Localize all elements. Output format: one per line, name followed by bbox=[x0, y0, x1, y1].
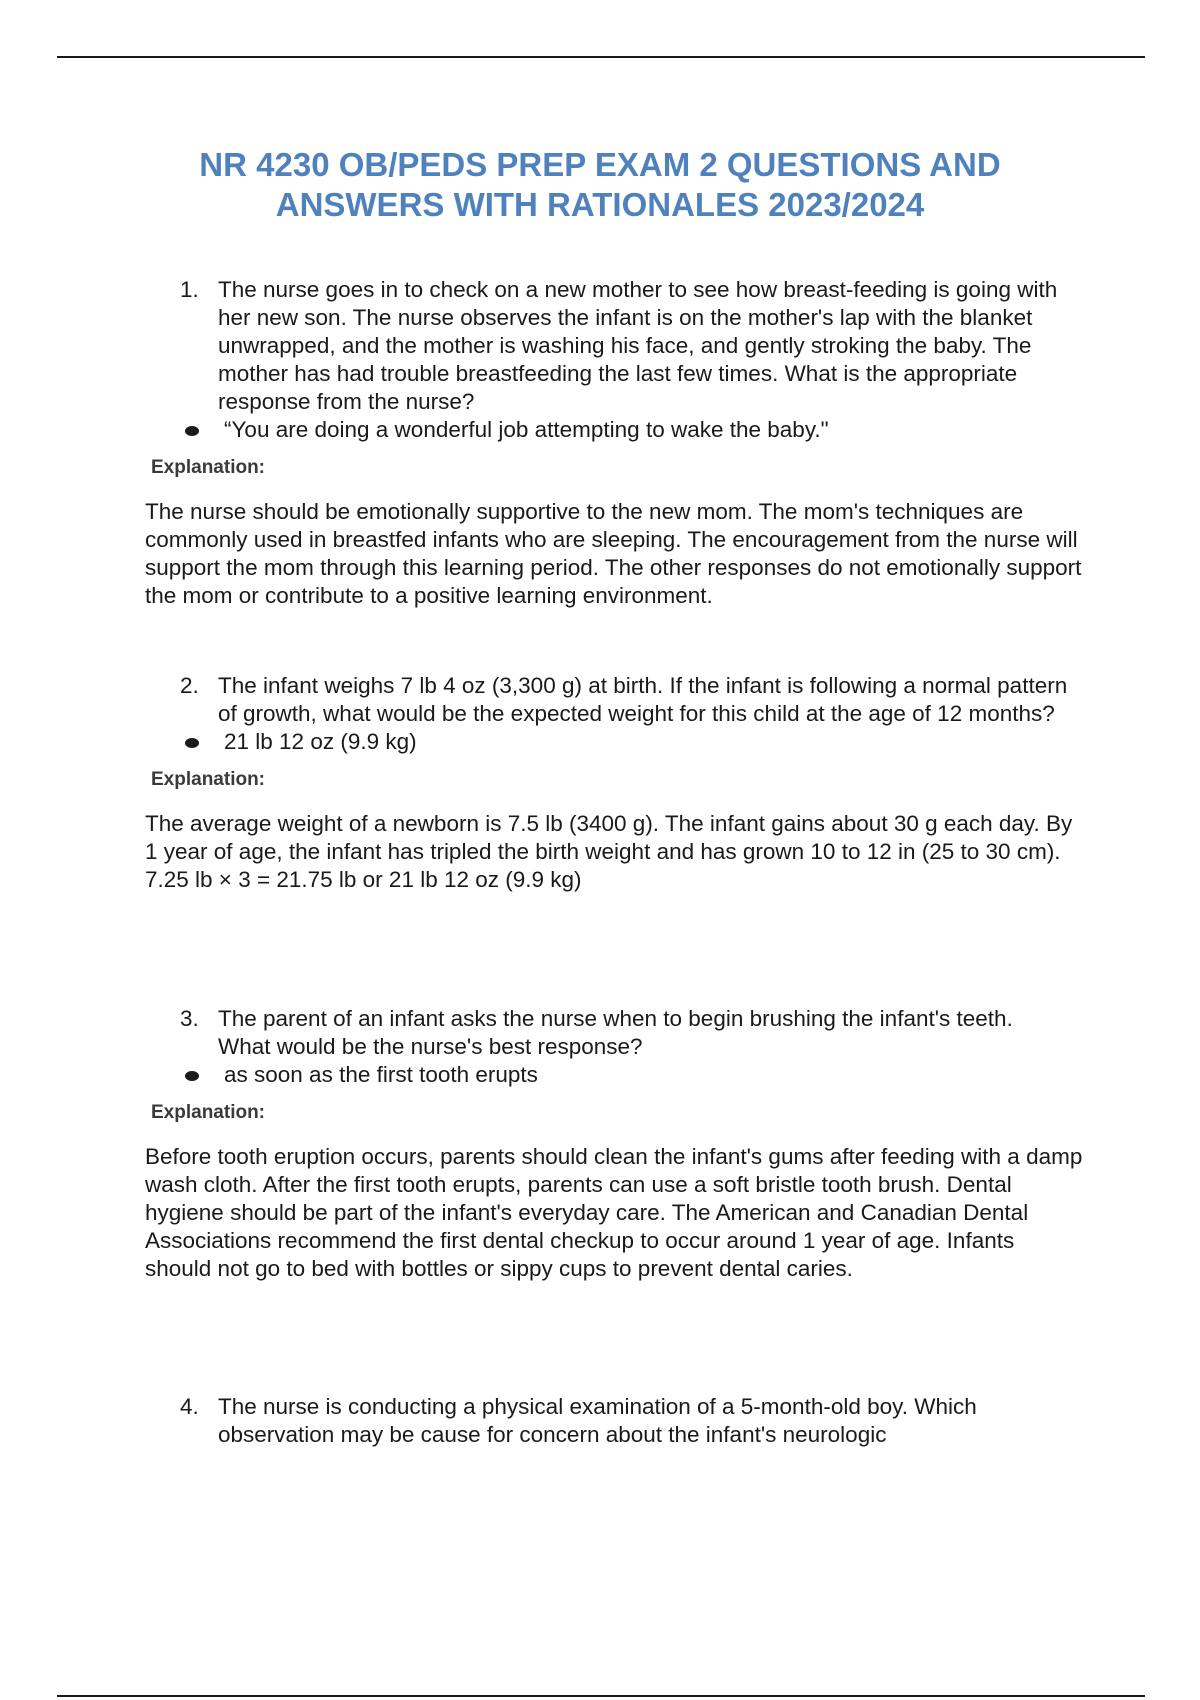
question-text: The nurse goes in to check on a new mother to see how breast-feeding is going with her new son. The nurse observes the infant is on the mother's lap with the blanket unwrapped, and the mother is washing his face, and gently stroking the baby. The mother has had trouble breastfeeding the last few times. What is the appropriate response from the nurse? bbox=[218, 277, 1058, 414]
question-block-1 bbox=[0, 276, 1200, 610]
title-line-1: NR 4230 OB/PEDS PREP EXAM 2 QUESTIONS AND bbox=[199, 146, 1001, 183]
question-number: 3. bbox=[180, 1006, 199, 1031]
bullet-icon bbox=[185, 1071, 199, 1081]
bullet-icon bbox=[185, 738, 199, 748]
answer-text: “You are doing a wonderful job attempting to wake the baby." bbox=[224, 417, 829, 442]
question-number: 4. bbox=[180, 1394, 199, 1419]
question-block-3 bbox=[0, 1005, 1200, 1283]
explanation-label: Explanation: bbox=[151, 457, 266, 478]
explanation-text: The average weight of a newborn is 7.5 lb (3400 g). The infant gains about 30 g each day. By 1 year of age, the infant has tripled the birth weight and has grown 10 to 12 in (25 to 30 cm). 7.25 lb × 3 = 21.75 lb or 21 lb 12 oz (9.9 kg) bbox=[145, 811, 1073, 892]
question-text: The nurse is conducting a physical examination of a 5-month-old boy. Which observation may be cause for concern about the infant's neurologic bbox=[218, 1394, 977, 1447]
answer-item bbox=[180, 1061, 1200, 1089]
top-rule bbox=[57, 56, 1145, 58]
bottom-rule bbox=[57, 1695, 1145, 1697]
question-number: 2. bbox=[180, 673, 199, 698]
question-block-2 bbox=[0, 672, 1200, 894]
question-text: The infant weighs 7 lb 4 oz (3,300 g) at birth. If the infant is following a normal pattern of growth, what would be the expected weight for this child at the age of 12 months? bbox=[218, 673, 1068, 726]
bullet-icon bbox=[185, 426, 199, 436]
answer-text: 21 lb 12 oz (9.9 kg) bbox=[224, 729, 417, 754]
explanation-text: The nurse should be emotionally supportive to the new mom. The mom's techniques are commonly used in breastfed infants who are sleeping. The encouragement from the nurse will support the mom through this learning period. The other responses do not emotionally support the mom or contribute to a positive learning environment. bbox=[145, 499, 1082, 608]
answer-item bbox=[180, 416, 1200, 444]
question-item bbox=[180, 276, 1070, 416]
question-item bbox=[180, 1393, 1070, 1449]
explanation-text: Before tooth eruption occurs, parents should clean the infant's gums after feeding with a damp wash cloth. After the first tooth erupts, parents can use a soft bristle tooth brush. Dental hygiene should be part of the infant's everyday care. The American and Canadian Dental Associations recommend the first dental checkup to occur around 1 year of age. Infants should not go to bed with bottles or sippy cups to prevent dental caries. bbox=[145, 1144, 1083, 1281]
question-block-4 bbox=[0, 1393, 1200, 1449]
explanation-label: Explanation: bbox=[151, 1102, 266, 1123]
page-title bbox=[100, 145, 1100, 225]
question-item bbox=[180, 1005, 1070, 1061]
question-number: 1. bbox=[180, 277, 199, 302]
explanation-label: Explanation: bbox=[151, 769, 266, 790]
question-item bbox=[180, 672, 1070, 728]
question-text: The parent of an infant asks the nurse when to begin brushing the infant's teeth. What would be the nurse's best response? bbox=[218, 1006, 1013, 1059]
title-line-2: ANSWERS WITH RATIONALES 2023/2024 bbox=[275, 186, 925, 223]
answer-item bbox=[180, 728, 1200, 756]
answer-text: as soon as the first tooth erupts bbox=[224, 1062, 538, 1087]
